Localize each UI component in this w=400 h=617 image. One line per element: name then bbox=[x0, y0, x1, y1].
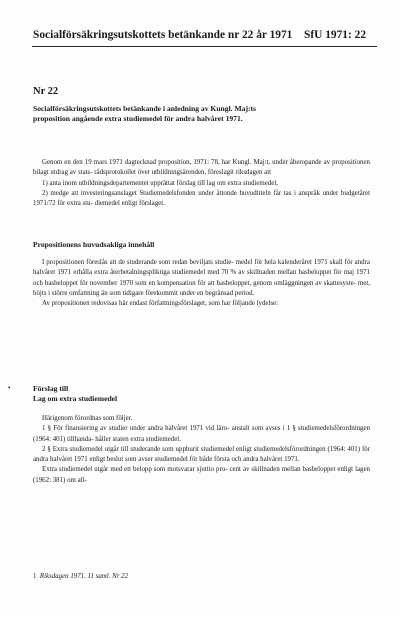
text-line: 1 § För finansiering av studier under andra halvåret 1971 vid läro- bbox=[42, 425, 230, 433]
text-line: Kungl. Maj:t, under åberopande av propositionen bilagt utdrag av stats- bbox=[33, 159, 370, 177]
law-text bbox=[33, 414, 370, 486]
section-text bbox=[33, 258, 370, 309]
text-line: extra återbetalningspliktiga studiemedel med 70 % av skillnaden mellan bbox=[94, 269, 297, 277]
law-heading-line: Lag om extra studiemedel bbox=[33, 394, 118, 403]
text-line: 2) medge att investeringsanslaget Studiemedelsfonden under åttonde bbox=[42, 189, 237, 197]
margin-mark: • bbox=[8, 384, 11, 392]
intro-text bbox=[33, 158, 370, 209]
text-line: 1971. bbox=[284, 456, 300, 464]
running-head-ref: SfU 1971: 22 bbox=[304, 29, 367, 41]
report-title bbox=[33, 104, 363, 124]
section-paragraph bbox=[33, 299, 370, 309]
text-line: Av propositionen redovisas här endast författningsförslaget, som har bbox=[42, 300, 231, 308]
text-line: Genom en den 19 mars 1971 dagtecknad proposition, 1971: 78, har bbox=[42, 159, 231, 166]
text-line: basbeloppet för maj 1971 och basbeloppet för november 1970 som en bbox=[33, 269, 370, 287]
text-line: Extra studiemedel utgår med ett belopp som motsvarar sjuttio pro- bbox=[42, 466, 228, 474]
text-line: håller staten extra studiemedel. bbox=[95, 435, 181, 443]
law-section-2 bbox=[33, 445, 370, 466]
law-heading-line: Förslag till bbox=[33, 384, 69, 393]
law-heading bbox=[33, 384, 117, 404]
text-line: diemedel enligt förslaget. bbox=[94, 200, 165, 208]
section-paragraph bbox=[33, 258, 370, 299]
report-title-line: proposition angående extra studiemedel för andra halvåret 1971. bbox=[33, 114, 243, 123]
text-line: kompensation för att basbeloppet, genom omläggningen av skattesyste- bbox=[157, 279, 356, 287]
report-title-line: Socialförsäkringsutskottets betänkande i anledning av Kungl. Maj:ts bbox=[33, 104, 256, 113]
text-line: I propositionen föreslås att de studerande som redan beviljats studie- bbox=[42, 259, 234, 266]
text-line: anstalt som avses i 1 § studiemedelsförordningen (1964: 401) tillhanda- bbox=[33, 425, 370, 443]
report-number: Nr 22 bbox=[33, 86, 59, 97]
footer bbox=[33, 573, 128, 580]
text-line: cent av skillnaden mellan basbeloppet enligt lagen (1962: 381) om all- bbox=[33, 466, 370, 484]
text-line: huvudtiteln får tas i anspråk under budgetåret 1971/72 för extra stu- bbox=[33, 189, 370, 208]
text-line: enligt studiemedelsförordningen (1964: 401) för andra halvåret 1971 bbox=[33, 445, 370, 464]
text-line: 2 § Extra studiemedel utgår till studerande som uppburit studiemedel bbox=[42, 445, 235, 453]
footer-reference: Riksdagen 1971. 11 saml. Nr 22 bbox=[39, 573, 129, 580]
text-line: begränsad period. bbox=[205, 289, 255, 297]
law-section-2-continued bbox=[33, 465, 370, 486]
text-line: met, höjts i större omfattning än som tidigare förekommit under en bbox=[33, 279, 370, 297]
header-rule bbox=[32, 46, 377, 47]
intro-item-2 bbox=[33, 189, 370, 210]
law-preamble: Härigenom förordnas som följer. bbox=[42, 415, 133, 422]
text-line: följande lydelse: bbox=[232, 300, 279, 308]
intro-item-1 bbox=[33, 179, 370, 189]
law-section-1 bbox=[33, 424, 370, 445]
text-line: rådsprotokollet över utbildningsärenden, föreslagit riksdagen att bbox=[94, 169, 272, 177]
text-line: extra studiemedel, bbox=[227, 179, 278, 187]
text-line: medel för hela kalenderåret 1971 skall för andra halvåret 1971 erhålla bbox=[33, 259, 370, 277]
text-line: enligt beslut som avser studiemedel för både första och andra halvåret bbox=[89, 456, 283, 464]
section-heading: Propositionens huvudsakliga innehåll bbox=[33, 240, 155, 249]
footer-page-number: 1 bbox=[33, 573, 37, 580]
text-line: 1) anta inom utbildningsdepartementet upprättat förslag till lag om bbox=[42, 179, 226, 187]
intro-paragraph bbox=[33, 158, 370, 179]
running-head-title: Socialförsäkringsutskottets betänkande nr 22 år 1971 bbox=[33, 29, 293, 41]
